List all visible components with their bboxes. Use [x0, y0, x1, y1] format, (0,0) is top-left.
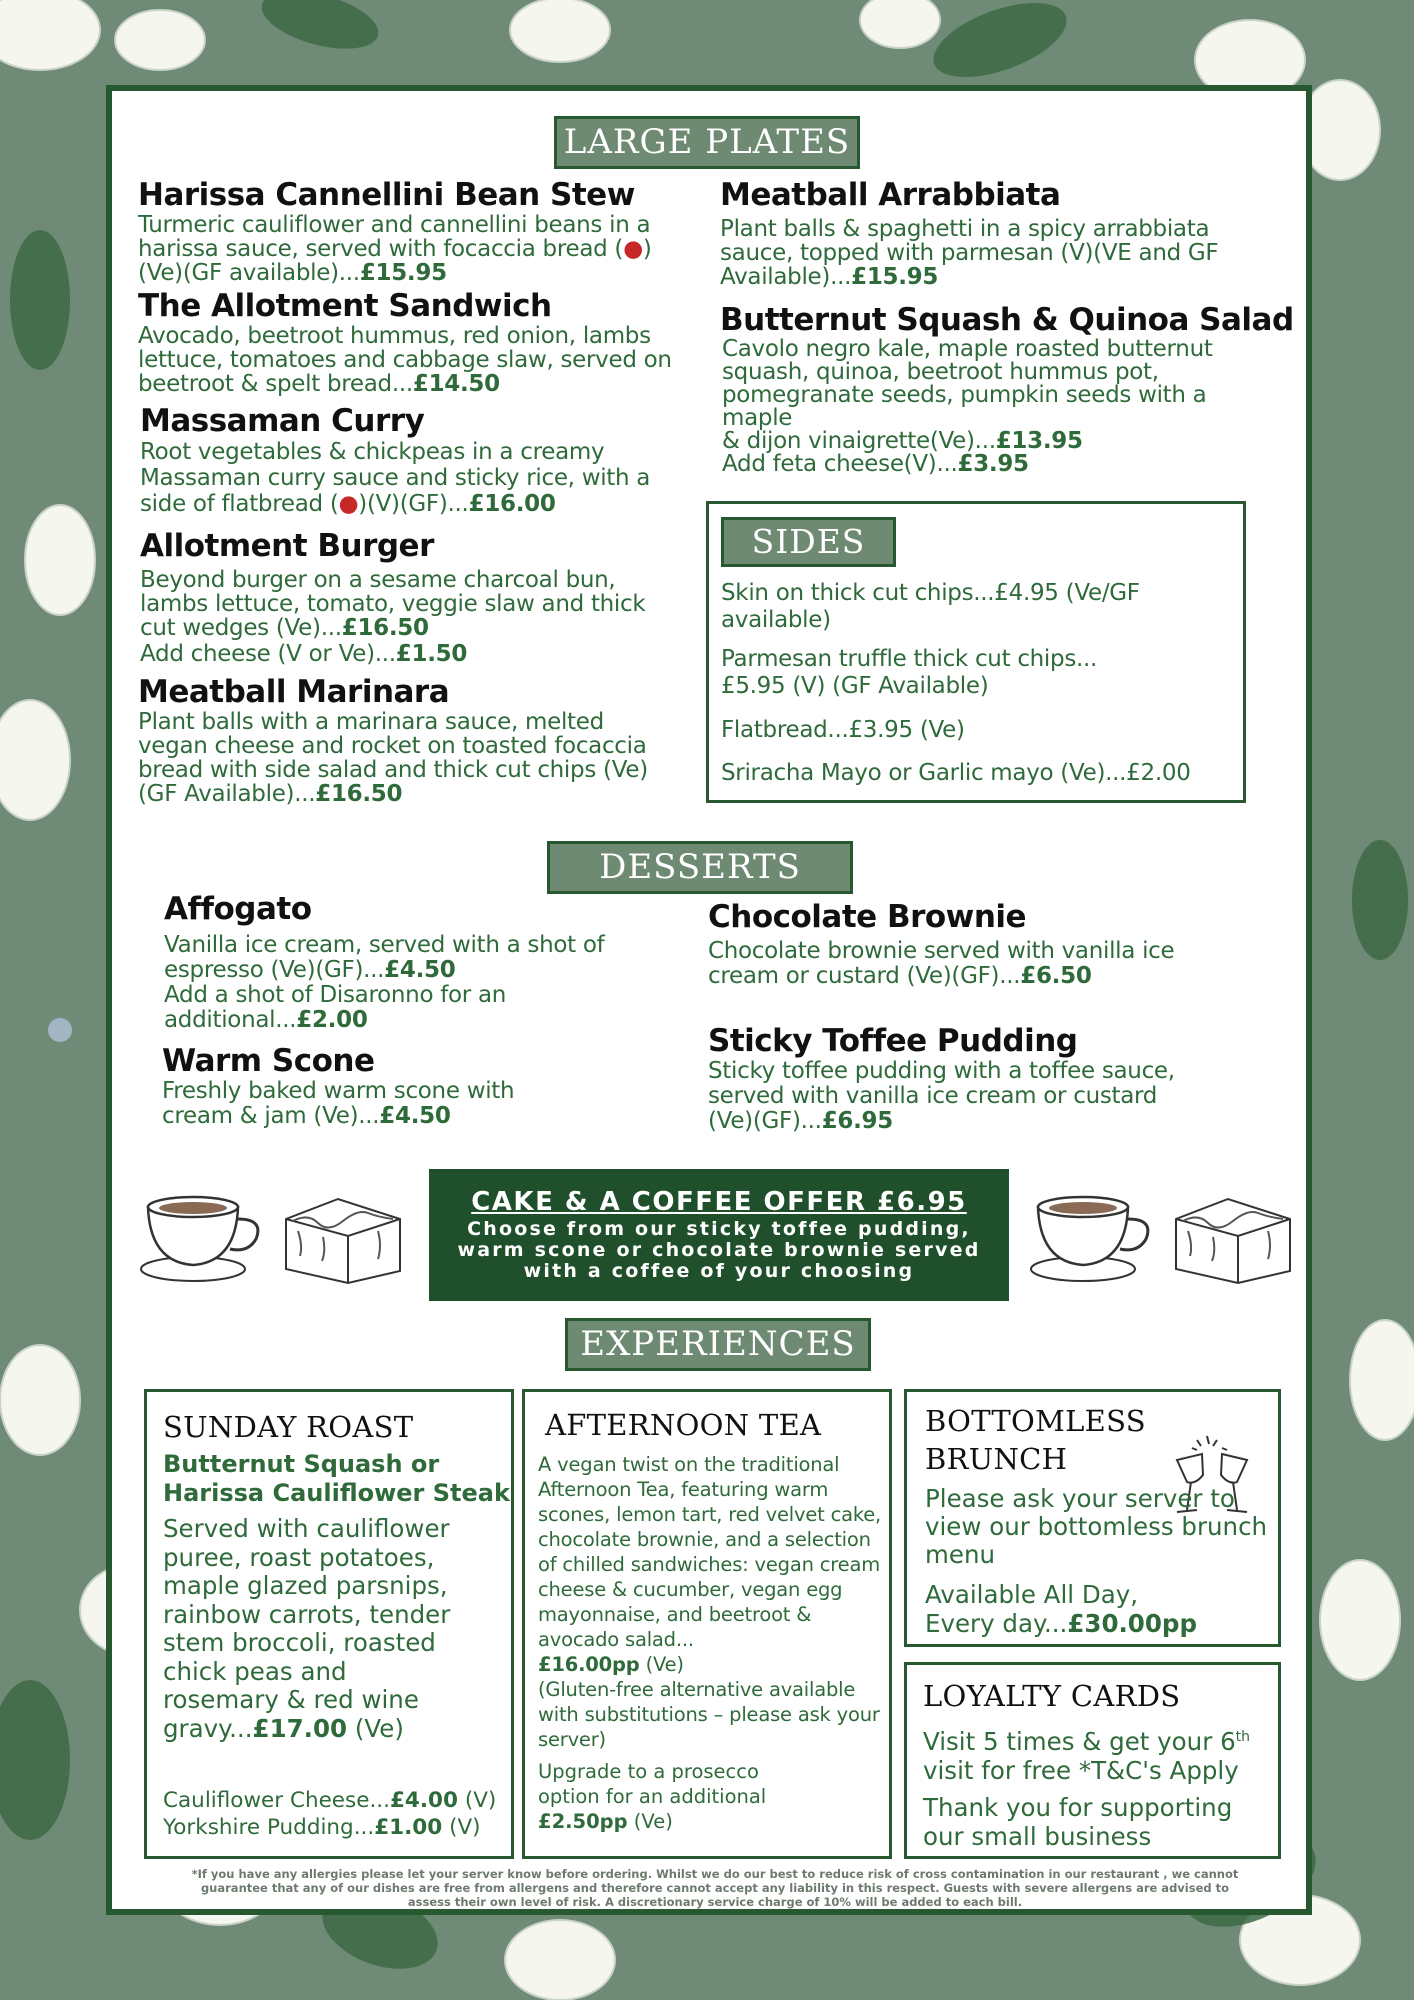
afternoon-tea-box: [522, 1389, 892, 1859]
cake-coffee-offer-banner: [429, 1169, 1009, 1301]
afternoon-tea-title: AFTERNOON TEA: [545, 1408, 822, 1442]
brunch-title: BOTTOMLESS BRUNCH: [925, 1404, 1146, 1476]
dish-description: Root vegetables & chickpeas in a creamy Massaman curry sauce and sticky rice, with a side of flatbread (●)(V)(GF)...£16.00: [140, 439, 651, 517]
dish-name: Chocolate Brownie: [708, 899, 1027, 935]
dish-description: Beyond burger on a sesame charcoal bun, lambs lettuce, tomato, veggie slaw and thick cut wedges (Ve)...£16.50: [140, 567, 646, 641]
desserts-title: DESSERTS: [547, 841, 853, 894]
dessert-chocolate-brownie: [708, 899, 1208, 989]
loyalty-thanks: Thank you for supporting our small business: [923, 1793, 1233, 1851]
dish-description-cont: & dijon vinaigrette(Ve)...£13.95: [722, 428, 1083, 454]
experiences-title: EXPERIENCES: [565, 1318, 871, 1371]
sunday-roast-subtitle: Butternut Squash or Harissa Cauliflower Steak: [163, 1450, 510, 1507]
dish-extra: Add feta cheese(V)...£3.95: [722, 451, 1029, 477]
side-item: Parmesan truffle thick cut chips... £5.95 (V) (GF Available): [721, 646, 1098, 699]
sides-title: SIDES: [721, 517, 896, 567]
dish-harissa-stew: [138, 177, 683, 285]
dish-name: Allotment Burger: [140, 528, 434, 564]
dish-name: Harissa Cannellini Bean Stew: [138, 177, 635, 213]
dish-squash-quinoa-salad: [720, 302, 1294, 477]
dish-allotment-burger: [140, 528, 660, 666]
chili-pepper-icon: ●: [338, 491, 359, 517]
dessert-warm-scone: [162, 1043, 592, 1129]
dish-description: Freshly baked warm scone with cream & jam (Ve)...£4.50: [162, 1078, 515, 1129]
dish-extra: Add a shot of Disaronno for an additional...£2.00: [164, 982, 507, 1033]
allergen-disclaimer: *If you have any allergies please let your server know before ordering. Whilst we do our best to reduce risk of cross contamination in our restaurant , we cannot guarantee that any of our dishes are free from allergens and therefore cannot accept any liability in this respect. Guests with severe allergens are advised to assess their own level of risk. A discretionary service charge of 10% will be added to each bill.: [191, 1867, 1239, 1909]
brownie-icon: [1168, 1191, 1298, 1286]
sunday-roast-description: Served with cauliflower puree, roast potatoes, maple glazed parsnips, rainbow carrots, tender stem broccoli, roasted chick peas and rosemary & red wine gravy...£17.00 (Ve): [163, 1514, 451, 1743]
dish-description: Vanilla ice cream, served with a shot of espresso (Ve)(GF)...£4.50: [164, 932, 605, 983]
sunday-roast-box: [144, 1389, 514, 1859]
dish-meatball-marinara: [138, 674, 673, 806]
large-plates-title: LARGE PLATES: [554, 116, 860, 169]
coffee-cup-icon: [1028, 1187, 1158, 1287]
loyalty-title: LOYALTY CARDS: [923, 1679, 1181, 1713]
dessert-sticky-toffee: [708, 1023, 1188, 1134]
dish-allotment-sandwich: [138, 288, 688, 396]
brunch-description: Please ask your server to view our bottomless brunch menu: [925, 1484, 1268, 1569]
dish-meatball-arrabbiata: [720, 177, 1245, 289]
dish-name: Butternut Squash & Quinoa Salad: [720, 302, 1294, 338]
dish-name: Affogato: [164, 891, 312, 927]
sides-box: [706, 501, 1246, 803]
sunday-roast-extras: Cauliflower Cheese...£4.00 (V) Yorkshire Pudding...£1.00 (V): [163, 1788, 497, 1840]
side-item: Skin on thick cut chips...£4.95 (Ve/GF available): [721, 580, 1140, 633]
dish-name: The Allotment Sandwich: [138, 288, 552, 324]
offer-line: warm scone or chocolate brownie served: [457, 1239, 981, 1261]
offer-line: with a coffee of your choosing: [523, 1260, 915, 1282]
bottomless-brunch-box: [904, 1389, 1281, 1647]
brownie-icon: [278, 1191, 408, 1286]
dish-name: Sticky Toffee Pudding: [708, 1023, 1078, 1059]
dish-description: Turmeric cauliflower and cannellini beans in a harissa sauce, served with focaccia bread (●) (Ve)(GF available)...£15.95: [138, 212, 652, 286]
loyalty-offer: Visit 5 times & get your 6th visit for free *T&C's Apply: [923, 1727, 1251, 1786]
side-item: Sriracha Mayo or Garlic mayo (Ve)...£2.00: [721, 760, 1191, 786]
dish-name: Meatball Arrabbiata: [720, 177, 1061, 213]
dish-massaman-curry: [140, 403, 685, 517]
brunch-availability: Available All Day, Every day...£30.00pp: [925, 1580, 1197, 1638]
offer-line: Choose from our sticky toffee pudding,: [467, 1218, 971, 1240]
offer-title: CAKE & A COFFEE OFFER £6.95: [471, 1187, 967, 1217]
afternoon-tea-description: A vegan twist on the traditional Afternoon Tea, featuring warm scones, lemon tart, red velvet cake, chocolate brownie, and a selection of chilled sandwiches: vegan cream cheese & cucumber, vegan egg mayonnaise, and beetroot & avocado salad... £16.00pp (Ve) (Gluten-free alternative available with substitutions – please ask your server): [538, 1453, 882, 1751]
side-item: Flatbread...£3.95 (Ve): [721, 717, 965, 743]
dish-description: Avocado, beetroot hummus, red onion, lambs lettuce, tomatoes and cabbage slaw, served on beetroot & spelt bread...£14.50: [138, 323, 672, 397]
dish-name: Massaman Curry: [140, 403, 425, 439]
dish-description: Plant balls & spaghetti in a spicy arrabbiata sauce, topped with parmesan (V)(VE and GF Available)...£15.95: [720, 216, 1219, 290]
dish-extra: Add cheese (V or Ve)...£1.50: [140, 641, 468, 667]
dessert-affogato: [164, 891, 654, 1033]
menu-sheet: [106, 85, 1312, 1915]
afternoon-tea-upgrade: Upgrade to a prosecco option for an additional £2.50pp (Ve): [538, 1760, 767, 1833]
sunday-roast-title: SUNDAY ROAST: [163, 1410, 414, 1444]
dish-description: Sticky toffee pudding with a toffee sauce, served with vanilla ice cream or custard (Ve)(GF)...£6.95: [708, 1058, 1175, 1134]
dish-description: Cavolo negro kale, maple roasted butternut squash, quinoa, beetroot hummus pot, pomegranate seeds, pumpkin seeds with a maple: [722, 336, 1213, 431]
dish-description: Chocolate brownie served with vanilla ice cream or custard (Ve)(GF)...£6.50: [708, 938, 1175, 989]
coffee-cup-icon: [138, 1187, 268, 1287]
loyalty-cards-box: [904, 1662, 1281, 1859]
dish-description: Plant balls with a marinara sauce, melted vegan cheese and rocket on toasted focaccia bread with side salad and thick cut chips (Ve)(GF Available)...£16.50: [138, 709, 648, 807]
dish-name: Warm Scone: [162, 1043, 375, 1079]
chili-pepper-icon: ●: [623, 236, 643, 262]
dish-name: Meatball Marinara: [138, 674, 450, 710]
